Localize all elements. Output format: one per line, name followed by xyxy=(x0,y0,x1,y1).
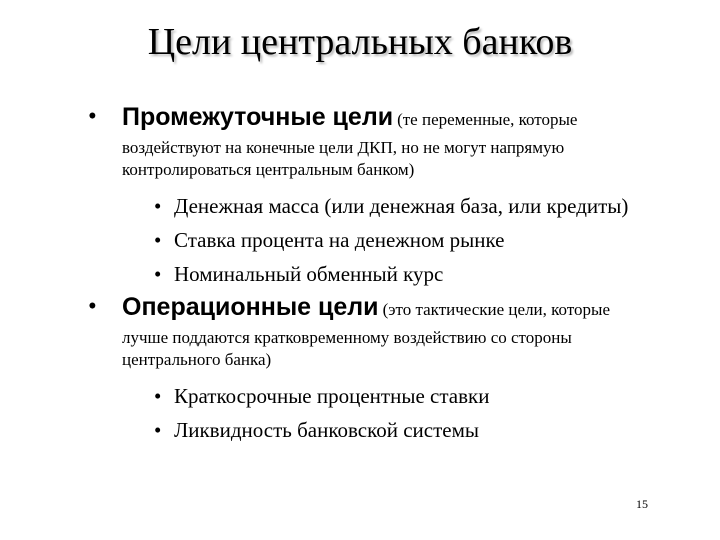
bullet-intermediate-goals xyxy=(88,100,688,291)
sub-bullet-marker: • xyxy=(154,384,162,408)
bullet-head xyxy=(88,100,688,137)
sub-bullet-list xyxy=(88,189,688,291)
sub-bullet-item xyxy=(154,413,688,447)
bullet-heading: Операционные цели xyxy=(122,293,379,321)
bullet-operational-goals xyxy=(88,290,688,447)
sub-bullet-text: Краткосрочные процентные ставки xyxy=(174,384,490,408)
sub-bullet-item xyxy=(154,189,688,223)
sub-bullet-marker: • xyxy=(154,194,162,218)
sub-bullet-text: Денежная масса (или денежная база, или кредиты) xyxy=(174,194,629,218)
bullet-continuation-line: лучше поддаются кратковременному воздействию со стороны xyxy=(122,328,572,347)
bullet-head xyxy=(88,290,688,327)
bullet-continuation-line: воздействуют на конечные цели ДКП, но не могут напрямую xyxy=(122,138,565,157)
sub-bullet-marker: • xyxy=(154,262,162,286)
sub-bullet-marker: • xyxy=(154,418,162,442)
bullet-paren-text: (это тактические цели, которые xyxy=(382,300,611,319)
bullet-heading: Промежуточные цели xyxy=(122,103,394,131)
sub-bullet-item xyxy=(154,257,688,291)
sub-bullet-text: Ликвидность банковской системы xyxy=(174,418,480,442)
sub-bullet-list xyxy=(88,379,688,447)
bullet-marker: • xyxy=(88,103,97,130)
sub-bullet-marker: • xyxy=(154,228,162,252)
bullet-marker: • xyxy=(88,293,97,320)
sub-bullet-item xyxy=(154,223,688,257)
bullet-continuation-line: центрального банка) xyxy=(122,350,272,369)
sub-bullet-item xyxy=(154,379,688,413)
bullet-paren-text: (те переменные, которые xyxy=(397,110,578,129)
page-number: 15 xyxy=(636,497,648,511)
slide-title: Цели центральных банков xyxy=(147,21,573,63)
bullet-continuation-line: контролироваться центральным банком) xyxy=(122,160,415,179)
sub-bullet-text: Ставка процента на денежном рынке xyxy=(174,228,505,252)
sub-bullet-text: Номинальный обменный курс xyxy=(174,262,444,286)
